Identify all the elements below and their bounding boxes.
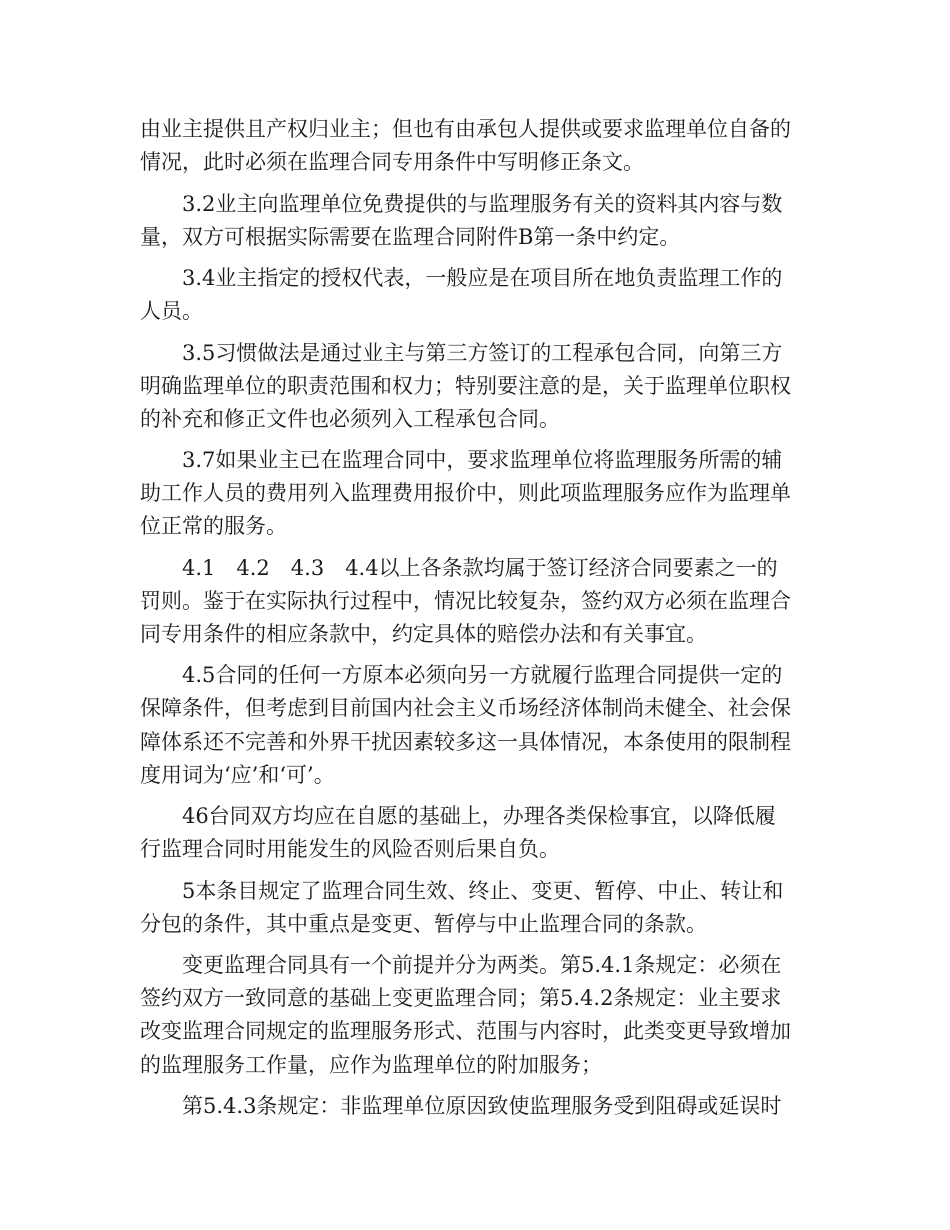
text-line: 助工作人员的费用列入监理费用报价中，则此项监理服务应作为监理单 xyxy=(140,481,791,505)
text-line: 行监理合同时用能发生的风险否则后果自负。 xyxy=(140,837,560,861)
text-line: 人员。 xyxy=(140,299,203,323)
text-line: 情况，此时必须在监理合同专用条件中写明修正条文。 xyxy=(140,150,644,174)
text-line: 的监理服务工作量，应作为监理单位的附加服务； xyxy=(140,1053,602,1077)
text-line: 位正常的服务。 xyxy=(140,514,287,538)
text-line: 度用词为‘应’和‘可’。 xyxy=(140,763,335,787)
text-line: 4.5合同的任何一方原本必须向另一方就履行监理合同提供一定的 xyxy=(182,663,783,687)
text-line: 障体系还不完善和外界干扰因素较多这一具体情况，本条使用的限制程 xyxy=(140,730,791,754)
text-line: 的补充和修正文件也必须列入工程承包合同。 xyxy=(140,407,560,431)
text-line: 明确监理单位的职责范围和权力；特别要注意的是，关于监理单位职权 xyxy=(140,374,791,398)
text-line: 由业主提供且产权归业主；但也有由承包人提供或要求监理单位自备的 xyxy=(140,117,791,141)
text-line: 第5.4.3条规定：非监理单位原因致使监理服务受到阻碍或延误时 xyxy=(182,1094,782,1118)
text-line: 分包的条件，其中重点是变更、暂停与中止监理合同的条款。 xyxy=(140,912,707,936)
text-line: 变更监理合同具有一个前提并分为两类。第5.4.1条规定：必须在 xyxy=(182,953,782,977)
text-line: 4.1 4.2 4.3 4.4以上各条款均属于签订经济合同要素之一的 xyxy=(182,556,778,580)
text-line: 同专用条件的相应条款中，约定具体的赔偿办法和有关事宜。 xyxy=(140,622,707,646)
text-line: 46台同双方均应在自愿的基础上，办理各类保检事宜，以降低履 xyxy=(182,804,776,828)
text-line: 3.7如果业主已在监理合同中，要求监理单位将监理服务所需的辅 xyxy=(182,448,783,472)
text-line: 3.2业主向监理单位免费提供的与监理服务有关的资料其内容与数 xyxy=(182,192,783,216)
text-line: 罚则。鉴于在实际执行过程中，情况比较复杂，签约双方必须在监理合 xyxy=(140,589,791,613)
text-line: 保障条件，但考虑到目前国内社会主义币场经济体制尚未健全、社会保 xyxy=(140,696,791,720)
text-line: 签约双方一致同意的基础上变更监理合同；第5.4.2条规定：业主要求 xyxy=(140,986,782,1010)
text-line: 量，双方可根据实际需要在监理合同附件B第一条中约定。 xyxy=(140,225,681,249)
text-line: 3.5习惯做法是通过业主与第三方签订的工程承包合同，向第三方 xyxy=(182,341,783,365)
text-line: 改变监理合同规定的监理服务形式、范围与内容时，此类变更导致增加 xyxy=(140,1019,791,1043)
text-line: 3.4业主指定的授权代表，一般应是在项目所在地负责监理工作的 xyxy=(182,266,783,290)
text-line: 5本条目规定了监理合同生效、终止、变更、暂停、中止、转让和 xyxy=(182,879,784,903)
